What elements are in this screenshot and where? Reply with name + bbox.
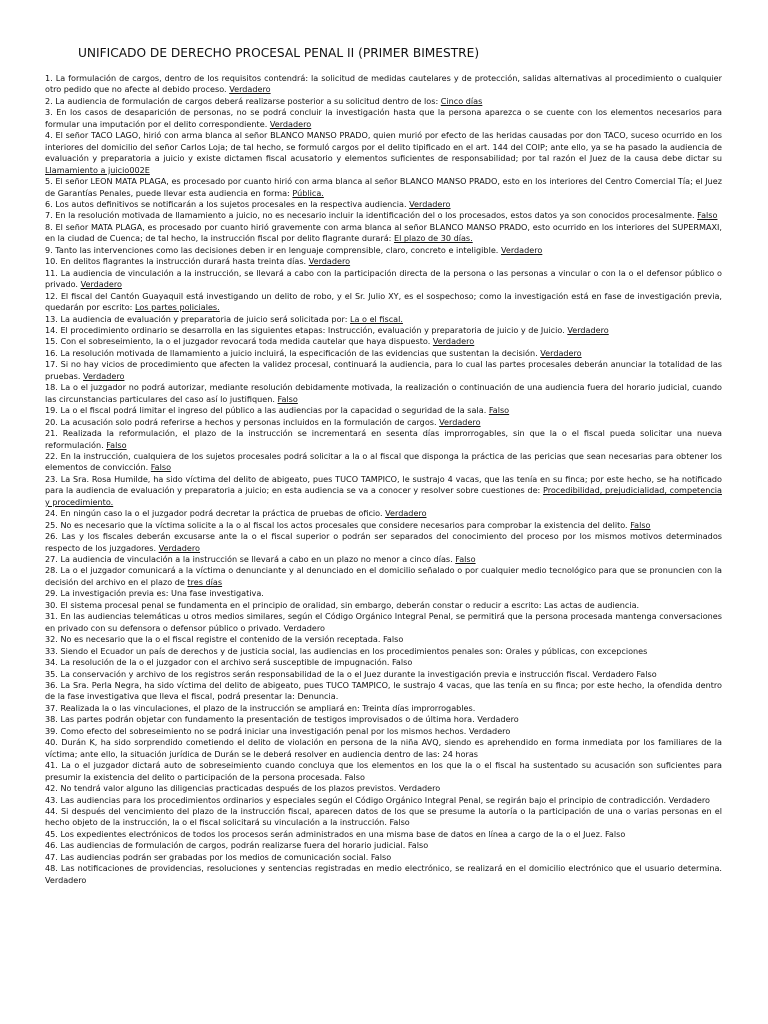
question-text: 14. El procedimiento ordinario se desarrolla en las siguientes etapas: Instrucción, evaluación y preparatoria de juicio y de Juicio. xyxy=(45,324,568,335)
question-item xyxy=(45,336,722,347)
question-item xyxy=(45,474,722,508)
question-text: 13. La audiencia de evaluación y preparatoria de juicio será solicitada por: xyxy=(45,313,351,324)
answer-text: Cinco días xyxy=(440,95,483,106)
question-item xyxy=(45,634,722,645)
question-text: 9. Tanto las intervenciones como las decisiones deben ir en lenguaje comprensible, claro, concreto e inteligible. xyxy=(45,244,501,255)
question-item xyxy=(45,760,722,783)
question-text: 10. En delitos flagrantes la instrucción durará hasta treinta días. xyxy=(45,256,309,267)
question-item xyxy=(45,176,722,199)
question-item xyxy=(45,829,722,840)
answer-text: Verdadero xyxy=(308,256,351,267)
question-item xyxy=(45,669,722,680)
question-item xyxy=(45,520,722,531)
question-text: 30. El sistema procesal penal se fundamenta en el principio de oralidad, sin embargo, deberán constar o reducir a escrito: Las actas de audiencia. xyxy=(45,599,640,610)
question-text: 21. Realizada la reformulación, el plazo de la instrucción se incrementará en sesenta días improrrogables, sin que la o el fiscal pueda solicitar una nueva reformulación. xyxy=(45,428,722,450)
answer-text: Pública. xyxy=(292,187,324,198)
question-item xyxy=(45,680,722,703)
question-text: 6. Los autos definitivos se notificarán a los sujetos procesales en la respectiva audiencia. xyxy=(45,198,410,209)
question-text: 15. Con el sobreseimiento, la o el juzgador revocará toda medida cautelar que haya dispuesto. xyxy=(45,336,433,347)
question-text: 32. No es necesario que la o el fiscal registre el contenido de la versión receptada. Falso xyxy=(45,634,404,645)
question-text: 47. Las audiencias podrán ser grabadas por los medios de comunicación social. Falso xyxy=(45,851,392,862)
question-item xyxy=(45,405,722,416)
answer-text: Falso xyxy=(697,210,718,221)
question-list xyxy=(45,73,722,886)
question-item xyxy=(45,245,722,256)
question-item xyxy=(45,348,722,359)
question-text: 27. La audiencia de vinculación a la instrucción se llevará a cabo en un plazo no menor a cinco días. xyxy=(45,554,456,565)
answer-text: Verdadero xyxy=(567,324,609,335)
question-text: 3. En los casos de desaparición de personas, no se podrá concluir la investigación hasta que la persona aparezca o se cuente con los elementos necesarios para formular una imputación por el delito correspondiente. xyxy=(45,107,722,129)
answer-text: Falso xyxy=(630,519,651,530)
answer-text: Verdadero xyxy=(229,84,271,95)
question-text: 7. En la resolución motivada de llamamiento a juicio, no es necesario incluir la identificación del o los procesados, estos datos ya son conocidos procesalmente. xyxy=(45,210,698,221)
answer-text: Falso xyxy=(488,405,510,416)
question-item xyxy=(45,588,722,599)
question-text: 16. La resolución motivada de llamamiento a juicio incluirá, la especificación de las evidencias que sustentan la decisión. xyxy=(45,347,541,358)
question-text: 43. Las audiencias para los procedimientos ordinarios y especiales según el Código Orgánico Integral Penal, se regirán bajo el principio de contradicción. Verdadero xyxy=(45,794,711,805)
answer-text: Verdadero xyxy=(540,347,582,358)
question-item xyxy=(45,611,722,634)
question-item xyxy=(45,554,722,565)
question-text: 25. No es necesario que la víctima solicite a la o al fiscal los actos procesales que considere necesarios para comprobar la existencia del delito. xyxy=(45,519,631,530)
answer-text: Verdadero xyxy=(432,336,475,347)
question-text: 39. Como efecto del sobreseimiento no se podrá iniciar una investigación penal por los mismos hechos. Verdadero xyxy=(45,725,511,736)
question-text: 20. La acusación solo podrá referirse a hechos y personas incluidos en la formulación de cargos. xyxy=(45,416,440,427)
question-text: 44. Si después del vencimiento del plazo de la instrucción fiscal, aparecen datos de los que se presume la autoría o la participación de una o varias personas en el hecho objeto de la instrucción, la o el fiscal solicitará su vinculación a la instrucción. Falso xyxy=(45,806,722,828)
question-item xyxy=(45,646,722,657)
answer-text: Verdadero xyxy=(409,198,451,209)
question-item xyxy=(45,806,722,829)
question-item xyxy=(45,852,722,863)
question-item xyxy=(45,714,722,725)
question-item xyxy=(45,199,722,210)
answer-text: Falso xyxy=(106,439,127,450)
question-item xyxy=(45,783,722,794)
question-text: 26. Las y los fiscales deberán excusarse ante la o el fiscal superior o podrán ser separados del conocimiento del proceso por los mismos motivos determinados respecto de los juzgadores. xyxy=(45,531,722,553)
answer-text: Falso xyxy=(455,554,476,565)
question-item xyxy=(45,703,722,714)
question-item xyxy=(45,325,722,336)
question-text: 8. El señor MATA PLAGA, es procesado por cuanto hirió gravemente con arma blanca al señor BLANCO MANSO PRADO, esto ocurrido en los interiores del SUPERMAXI, en la ciudad de Cuenca; de tal hecho, la instrucción fiscal por delito flagrante durará: xyxy=(45,221,722,244)
question-text: 45. Los expedientes electrónicos de todos los procesos serán administrados en una misma base de datos en línea a cargo de la o el Juez. Falso xyxy=(45,828,626,839)
answer-text: El plazo de 30 días. xyxy=(393,233,473,244)
question-item xyxy=(45,863,722,886)
question-text: 11. La audiencia de vinculación a la instrucción, se llevará a cabo con la participación directa de la persona o las personas a vincular o con la o el defensor público o privado. xyxy=(45,267,722,290)
question-item xyxy=(45,222,722,245)
answer-text: Verdadero xyxy=(83,370,125,381)
question-text: 36. La Sra. Perla Negra, ha sido víctima del delito de abigeato, pues TUCO TAMPICO, le sustrajo 4 vacas, que las tenía en su finca; por este hecho, la ofendida dentro de la fase investigativa que lleva el fiscal, podrá presentar la: Denuncia. xyxy=(45,680,722,702)
question-item xyxy=(45,382,722,405)
question-text: 34. La resolución de la o el juzgador con el archivo será susceptible de impugnación. Falso xyxy=(45,657,413,668)
question-text: 40. Durán K, ha sido sorprendido cometiendo el delito de violación en persona de la niña AVQ, siendo es aprehendido en forma inmediata por los familiares de la víctima; ante ello, la situación jurídica de Durán se le deberá resolver en audiencia dentro de las: 24 horas xyxy=(45,737,722,759)
question-text: 23. La Sra. Rosa Humilde, ha sido víctima del delito de abigeato, pues TUCO TAMPICO, le sustrajo 4 vacas, que las tenía en su finca; por este hecho, se ha notificado para la audiencia de evaluación y preparatoria a juicio; en esta audiencia se va a conocer y resolver sobre cuestiones de: xyxy=(45,473,722,496)
question-item xyxy=(45,737,722,760)
question-text: 35. La conservación y archivo de los registros serán responsabilidad de la o el Juez durante la investigación previa e instrucción fiscal. Verdadero Falso xyxy=(45,668,657,679)
question-item xyxy=(45,451,722,474)
question-item xyxy=(45,73,722,96)
question-text: 37. Realizada la o las vinculaciones, el plazo de la instrucción se ampliará en: Treinta días improrrogables. xyxy=(45,702,476,713)
answer-text: Falso xyxy=(150,462,172,473)
question-item xyxy=(45,531,722,554)
question-text: 22. En la instrucción, cualquiera de los sujetos procesales podrá solicitar a la o al fiscal que disponga la práctica de las pericias que sean necesarias para obtener los elementos de convicción. xyxy=(45,450,722,473)
question-text: 2. La audiencia de formulación de cargos deberá realizarse posterior a su solicitud dentro de los: xyxy=(45,95,441,106)
question-item xyxy=(45,428,722,451)
question-item xyxy=(45,417,722,428)
question-item xyxy=(45,795,722,806)
question-text: 19. La o el fiscal podrá limitar el ingreso del público a las audiencias por la capacidad o seguridad de la sala. xyxy=(45,405,489,416)
question-text: 41. La o el juzgador dictará auto de sobreseimiento cuando concluya que los elementos en los que la o el fiscal ha sustentado su acusación son suficientes para presumir la existencia del delito o participación de la persona procesada. Falso xyxy=(45,760,722,782)
question-text: 42. No tendrá valor alguno las diligencias practicadas después de los plazos previstos. Verdadero xyxy=(45,783,441,794)
question-item xyxy=(45,600,722,611)
question-item xyxy=(45,314,722,325)
question-item xyxy=(45,840,722,851)
question-text: 29. La investigación previa es: Una fase investigativa. xyxy=(45,588,264,599)
question-item xyxy=(45,107,722,130)
question-text: 1. La formulación de cargos, dentro de los requisitos contendrá: la solicitud de medidas cautelares y de protección, salidas alternativas al procedimiento o cualquier otro pedido que no afecte al debido proceso. xyxy=(45,73,722,95)
question-text: 46. Las audiencias de formulación de cargos, podrán realizarse fuera del horario judicial. Falso xyxy=(45,840,429,851)
answer-text: Verdadero xyxy=(500,244,543,255)
question-item xyxy=(45,130,722,176)
answer-text: Procedibilidad, prejudicialidad, competencia y procedimiento. xyxy=(45,485,722,507)
answer-text: Falso xyxy=(277,393,298,404)
answer-text: Verdadero xyxy=(385,508,427,519)
question-item xyxy=(45,565,722,588)
question-item xyxy=(45,96,722,107)
answer-text: Verdadero xyxy=(80,279,122,290)
answer-text: Llamamiento a juicio002E xyxy=(45,164,150,175)
question-text: 18. La o el juzgador no podrá autorizar, mediante resolución debidamente motivada, la realización o continuación de una audiencia fuera del horario judicial, cuando las circunstancias particulares del caso así lo justifiquen. xyxy=(45,382,722,404)
question-item xyxy=(45,726,722,737)
question-item xyxy=(45,508,722,519)
question-text: 24. En ningún caso la o el juzgador podrá decretar la práctica de pruebas de oficio. xyxy=(45,508,386,519)
question-text: 28. La o el juzgador comunicará a la víctima o denunciante y al denunciado en el domicilio señalado o por cualquier medio tecnológico para que se pronuncien con la decisión del archivo en el plazo de xyxy=(45,565,722,587)
question-text: 12. El fiscal del Cantón Guayaquil está investigando un delito de robo, y el Sr. Julio XY, es el sospechoso; como la investigación está en fase de investigación previa, quedarán por escrito: xyxy=(45,290,722,313)
question-item xyxy=(45,359,722,382)
question-item xyxy=(45,268,722,291)
question-item xyxy=(45,657,722,668)
answer-text: La o el fiscal. xyxy=(350,313,403,324)
question-text: 38. Las partes podrán objetar con fundamento la presentación de testigos improvisados o de última hora. Verdadero xyxy=(45,714,519,725)
question-text: 5. El señor LEON MATA PLAGA, es procesado por cuanto hirió con arma blanca al señor BLANCO MANSO PRADO, esto en los interiores del Centro Comercial Tía; el Juez de Garantías Penales, puede llevar esta audiencia en forma: xyxy=(45,176,722,198)
answer-text: Los partes policiales. xyxy=(134,302,220,313)
question-item xyxy=(45,291,722,314)
answer-text: Verdadero xyxy=(269,118,312,129)
question-text: 17. Si no hay vicios de procedimiento que afecten la validez procesal, continuará la audiencia, para lo cual las partes procesales deberán anunciar la totalidad de las pruebas. xyxy=(45,359,722,381)
document-title: UNIFICADO DE DERECHO PROCESAL PENAL II (PRIMER BIMESTRE) xyxy=(78,46,480,60)
question-item xyxy=(45,210,722,221)
question-item xyxy=(45,256,722,267)
answer-text: Verdadero xyxy=(439,416,481,427)
answer-text: tres días xyxy=(187,576,223,587)
question-text: 31. En las audiencias telemáticas u otros medios similares, según el Código Orgánico Integral Penal, se permitirá que la persona procesada mantenga conversaciones en privado con su defensora o defensor público o privado. Verdadero xyxy=(45,611,722,633)
question-text: 4. El señor TACO LAGO, hirió con arma blanca al señor BLANCO MANSO PRADO, quien murió por efecto de las heridas causadas por don TACO, suceso ocurrido en los interiores del domicilio del señor Carlos Loja; de tal hecho, se formuló cargos por el delito tipificado en el art. 144 del COIP; ante ello, ya se ha pasado la audiencia de evaluación y preparatoria a juicio y existe dictamen fiscal acusatorio y elementos suficientes de responsabilidad; por tal razón el Juez de la causa debe dictar su xyxy=(45,130,722,164)
answer-text: Verdadero xyxy=(158,542,200,553)
question-text: 33. Siendo el Ecuador un país de derechos y de justicia social, las audiencias en los procedimientos penales son: Orales y públicas, con excepciones xyxy=(45,645,648,656)
question-text: 48. Las notificaciones de providencias, resoluciones y sentencias registradas en medio electrónico, se realizará en el domicilio electrónico que el usuario determina. Verdadero xyxy=(45,863,722,885)
